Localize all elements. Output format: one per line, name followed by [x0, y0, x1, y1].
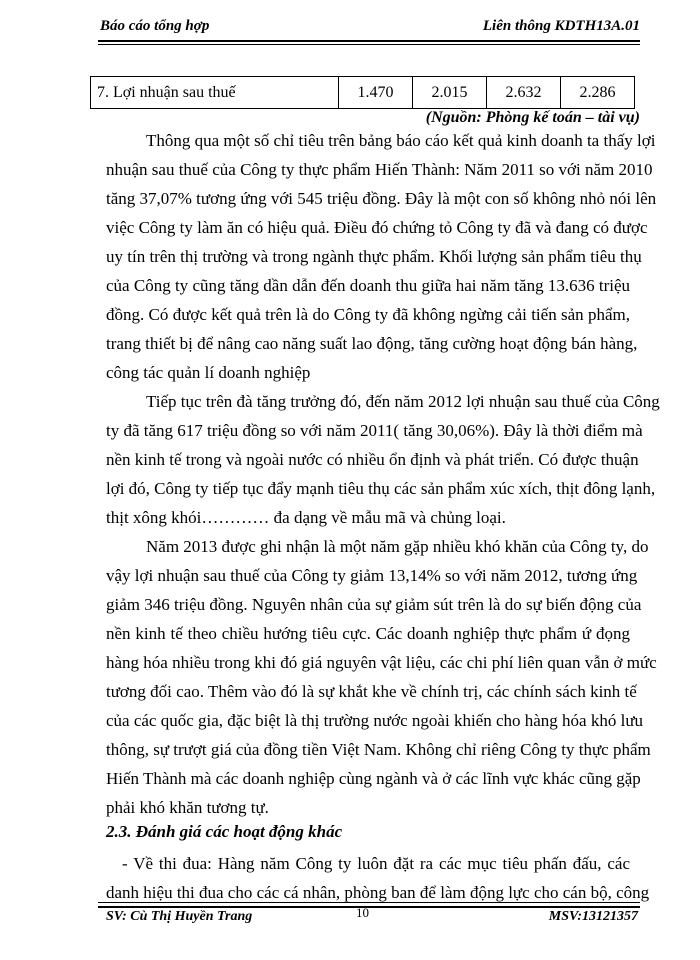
text-line: uy tín trên thị trường và trong ngành thực phẩm. Khối lượng sản phẩm tiêu thụ: [106, 247, 642, 266]
section-text: [106, 849, 650, 907]
text-line: hàng hóa nhiều trong khi đó giá nguyên vật liệu, các chi phí liên quan vẫn ở mức: [106, 653, 657, 672]
body-text: [106, 126, 660, 822]
text-line: giảm 346 triệu đồng. Nguyên nhân của sự giảm sút trên là do sự biến động của: [106, 595, 642, 614]
profit-table: [90, 76, 635, 109]
text-line: của Công ty cũng tăng dần dẫn đến doanh thu giữa hai năm tăng 13.636 triệu: [106, 276, 630, 295]
text-line: của các quốc gia, đặc biệt là thị trường nước ngoài khiến cho hàng hóa khó lưu: [106, 711, 644, 730]
page-number: 10: [356, 905, 369, 920]
text-line: trang thiết bị để nâng cao năng suất lao động, tăng cường hoạt động bán hàng,: [106, 334, 638, 353]
footer-rule-thin: [98, 902, 640, 903]
text-line: đồng. Có được kết quả trên là do Công ty đã không ngừng cải tiến sản phẩm,: [106, 305, 630, 324]
text-line: ty đã tăng 617 triệu đồng so với năm 2011( tăng 30,06%). Đây là thời điểm mà: [106, 421, 643, 440]
page-footer: [98, 905, 640, 929]
table-source-note: (Nguồn: Phòng kế toán – tài vụ): [425, 109, 640, 126]
text-line: Thông qua một số chỉ tiêu trên bảng báo cáo kết quả kinh doanh ta thấy lợi: [146, 131, 656, 150]
text-line: Tiếp tục trên đà tăng trưởng đó, đến năm 2012 lợi nhuận sau thuế của Công: [146, 392, 660, 411]
text-line: Năm 2013 được ghi nhận là một năm gặp nhiều khó khăn của Công ty, do: [146, 537, 649, 556]
table-cell-value: 1.470: [339, 77, 413, 109]
footer-student-id: MSV:13121357: [548, 909, 638, 924]
text-line: phải khó khăn tương tự.: [106, 798, 269, 817]
table-cell-value: 2.632: [487, 77, 561, 109]
text-line: nền kinh tế theo chiều hướng tiêu cực. Các doanh nghiệp thực phẩm ứ đọng: [106, 624, 630, 643]
header-rule: [98, 40, 640, 42]
table-cell-value: 2.286: [561, 77, 635, 109]
text-line: vậy lợi nhuận sau thuế của Công ty giảm 13,14% so với năm 2012, tương ứng: [106, 566, 638, 585]
section-heading: 2.3. Đánh giá các hoạt động khác: [106, 822, 343, 841]
text-line: tăng 37,07% tương ứng với 545 triệu đồng. Đây là một con số không nhỏ nói lên: [106, 189, 657, 208]
header-class-code: Liên thông KDTH13A.01: [482, 18, 640, 34]
text-line: tương đối cao. Thêm vào đó là sự khắt khe về chính trị, các chính sách kinh tế: [106, 682, 637, 701]
text-line: Hiến Thành mà các doanh nghiệp cùng ngành và ở các lĩnh vực khác cũng gặp: [106, 769, 641, 788]
text-line: lợi đó, Công ty tiếp tục đẩy mạnh tiêu thụ các sản phẩm xúc xích, thịt đông lạnh,: [106, 479, 656, 498]
footer-student-name: SV: Cù Thị Huyền Trang: [106, 909, 253, 924]
text-line: nhuận sau thuế của Công ty thực phẩm Hiến Thành: Năm 2011 so với năm 2010: [106, 160, 653, 179]
header-report-title: Báo cáo tổng hợp: [100, 18, 210, 34]
text-line: - Về thi đua: Hàng năm Công ty luôn đặt ra các mục tiêu phấn đấu, các: [122, 854, 630, 873]
header-rule-thin: [98, 44, 640, 45]
text-line: việc Công ty làm ăn có hiệu quả. Điều đó chứng tỏ Công ty đã và đang có được: [106, 218, 648, 237]
table-row-label: 7. Lợi nhuận sau thuế: [91, 77, 339, 109]
text-line: nền kinh tế trong và ngoài nước có nhiều ổn định và phát triển. Có được thuận: [106, 450, 639, 469]
page-header: [98, 18, 640, 42]
text-line: thông, sự trượt giá của đồng tiền Việt Nam. Không chỉ riêng Công ty thực phẩm: [106, 740, 651, 759]
table-cell-value: 2.015: [413, 77, 487, 109]
text-line: danh hiệu thi đua cho các cá nhân, phòng ban để làm động lực cho cán bộ, công: [106, 883, 650, 902]
text-line: thịt xông khói………… đa dạng về mẫu mã và chủng loại.: [106, 508, 506, 527]
table-row: [91, 77, 635, 109]
text-line: công tác quản lí doanh nghiệp: [106, 363, 311, 382]
